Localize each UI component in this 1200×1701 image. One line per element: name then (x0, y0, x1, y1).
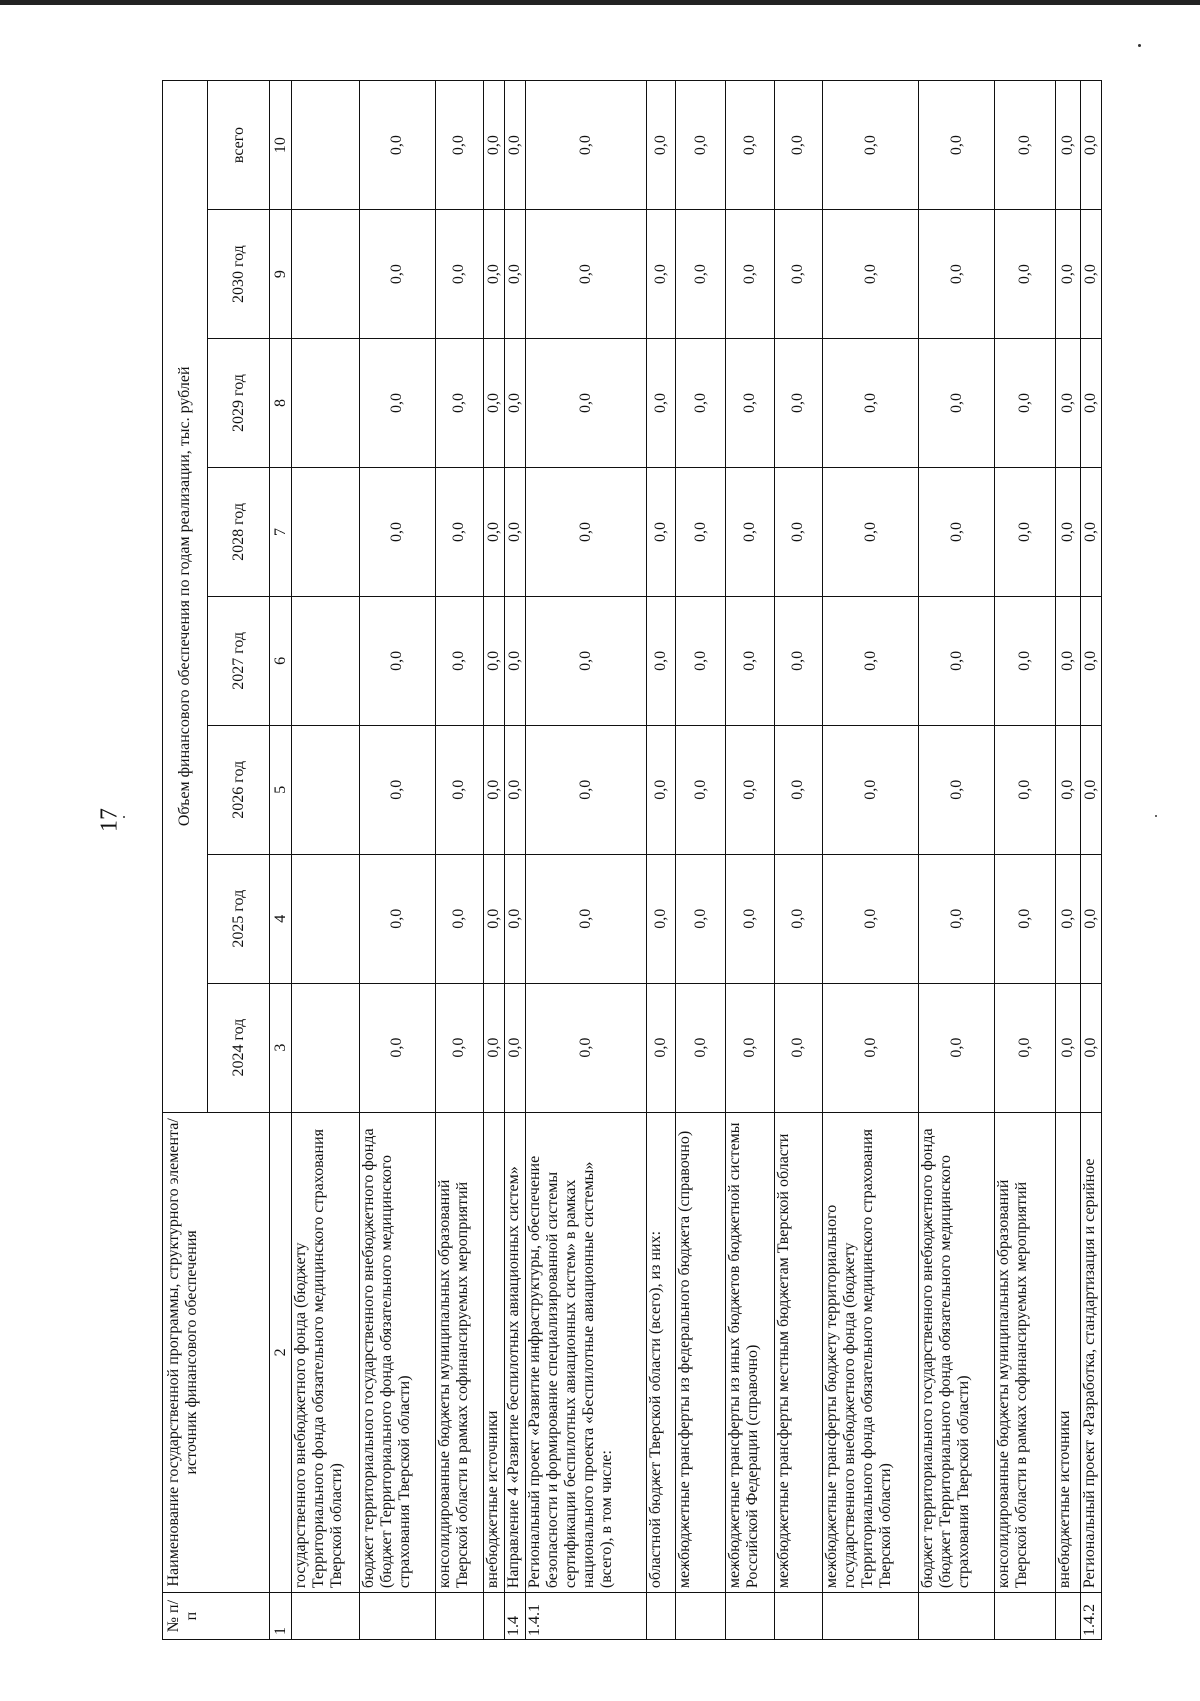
row-total-value: 0,0 (435, 81, 483, 210)
row-number (646, 1593, 675, 1640)
row-year-value: 0,0 (726, 596, 774, 725)
col-number: 6 (270, 596, 292, 725)
row-year-value: 0,0 (994, 339, 1055, 468)
row-year-value: 0,0 (646, 467, 675, 596)
table-row (525, 81, 646, 1640)
row-total-value: 0,0 (919, 81, 995, 210)
row-year-value: 0,0 (646, 596, 675, 725)
row-year-value: 0,0 (675, 210, 725, 339)
row-number (726, 1593, 774, 1640)
header-year: 2028 год (208, 467, 270, 596)
table-row (483, 81, 504, 1640)
row-year-value: 0,0 (994, 596, 1055, 725)
row-year-value: 0,0 (822, 854, 919, 983)
row-year-value: 0,0 (1080, 983, 1101, 1112)
row-year-value: 0,0 (483, 339, 504, 468)
table-row (646, 81, 675, 1640)
row-year-value: 0,0 (774, 725, 822, 854)
row-year-value: 0,0 (483, 467, 504, 596)
row-year-value: 0,0 (435, 467, 483, 596)
col-number: 2 (270, 1112, 292, 1593)
row-year-value: 0,0 (435, 854, 483, 983)
row-year-value: 0,0 (1080, 725, 1101, 854)
row-year-value: 0,0 (726, 725, 774, 854)
header-year: 2024 год (208, 983, 270, 1112)
row-year-value (292, 725, 360, 854)
row-year-value: 0,0 (646, 339, 675, 468)
row-year-value: 0,0 (646, 854, 675, 983)
row-year-value: 0,0 (525, 210, 646, 339)
row-total-value: 0,0 (646, 81, 675, 210)
row-year-value: 0,0 (1055, 596, 1080, 725)
row-year-value: 0,0 (1080, 210, 1101, 339)
row-number (483, 1593, 504, 1640)
row-name: Направление 4 «Развитие беспилотных авиационных систем» (504, 1112, 525, 1593)
row-name: межбюджетные трансферты бюджету территориального государственного внебюджетного фонда (бюджету Территориального фонда обязательного медицинского страхования Тверской области) (822, 1112, 919, 1593)
col-number: 10 (270, 81, 292, 210)
row-name: Региональный проект «Разработка, стандартизация и серийное (1080, 1112, 1101, 1593)
row-year-value: 0,0 (525, 339, 646, 468)
row-year-value: 0,0 (1080, 339, 1101, 468)
header-year: 2025 год (208, 854, 270, 983)
row-year-value: 0,0 (774, 596, 822, 725)
row-year-value: 0,0 (646, 725, 675, 854)
row-year-value: 0,0 (504, 983, 525, 1112)
row-name: внебюджетные источники (1055, 1112, 1080, 1593)
row-year-value: 0,0 (726, 467, 774, 596)
row-year-value: 0,0 (435, 596, 483, 725)
table-row (726, 81, 774, 1640)
row-year-value: 0,0 (774, 983, 822, 1112)
header-year: 2030 год (208, 210, 270, 339)
rotated-table-container (162, 80, 1102, 1640)
row-year-value: 0,0 (774, 339, 822, 468)
header-no: № п/п (163, 1593, 270, 1640)
row-year-value: 0,0 (360, 467, 436, 596)
row-year-value: 0,0 (504, 339, 525, 468)
row-year-value: 0,0 (774, 467, 822, 596)
col-number: 8 (270, 339, 292, 468)
row-year-value: 0,0 (360, 596, 436, 725)
row-year-value: 0,0 (1055, 854, 1080, 983)
table-viewport (162, 80, 1102, 1640)
row-year-value: 0,0 (646, 983, 675, 1112)
row-year-value: 0,0 (774, 210, 822, 339)
table-row (994, 81, 1055, 1640)
row-year-value: 0,0 (525, 596, 646, 725)
row-number (435, 1593, 483, 1640)
row-year-value: 0,0 (675, 467, 725, 596)
row-year-value: 0,0 (646, 210, 675, 339)
row-number: 1.4 (504, 1593, 525, 1640)
row-name: консолидированные бюджеты муниципальных образований Тверской области в рамках софинансируемых мероприятий (435, 1112, 483, 1593)
row-year-value: 0,0 (483, 854, 504, 983)
table-row (675, 81, 725, 1640)
row-number: 1.4.1 (525, 1593, 646, 1640)
row-number (360, 1593, 436, 1640)
row-year-value: 0,0 (919, 467, 995, 596)
row-year-value (292, 983, 360, 1112)
row-year-value: 0,0 (675, 596, 725, 725)
row-year-value: 0,0 (483, 210, 504, 339)
row-year-value: 0,0 (504, 467, 525, 596)
table-row (822, 81, 919, 1640)
row-year-value: 0,0 (675, 339, 725, 468)
row-name: государственного внебюджетного фонда (бюджету Территориального фонда обязательного медицинского страхования Тверской области) (292, 1112, 360, 1593)
financing-table (162, 80, 1102, 1640)
row-name: межбюджетные трансферты местным бюджетам Тверской области (774, 1112, 822, 1593)
row-name: бюджет территориального государственного внебюджетного фонда (бюджет Территориального фонда обязательного медицинского страхования Тверской области) (360, 1112, 436, 1593)
row-year-value: 0,0 (1055, 983, 1080, 1112)
row-year-value: 0,0 (360, 725, 436, 854)
row-number (774, 1593, 822, 1640)
row-total-value: 0,0 (822, 81, 919, 210)
row-year-value: 0,0 (504, 725, 525, 854)
row-total-value (292, 81, 360, 210)
row-year-value (292, 854, 360, 983)
row-year-value: 0,0 (360, 210, 436, 339)
row-year-value: 0,0 (919, 854, 995, 983)
row-year-value: 0,0 (1055, 210, 1080, 339)
row-year-value: 0,0 (726, 983, 774, 1112)
table-row (504, 81, 525, 1640)
row-year-value: 0,0 (675, 725, 725, 854)
row-year-value: 0,0 (822, 725, 919, 854)
scan-speck (1155, 815, 1157, 817)
scan-speck (1138, 44, 1141, 47)
row-year-value: 0,0 (919, 210, 995, 339)
row-year-value: 0,0 (525, 983, 646, 1112)
row-year-value: 0,0 (504, 596, 525, 725)
row-total-value: 0,0 (1055, 81, 1080, 210)
row-year-value: 0,0 (675, 983, 725, 1112)
row-year-value: 0,0 (435, 210, 483, 339)
col-number: 3 (270, 983, 292, 1112)
row-year-value: 0,0 (774, 854, 822, 983)
row-year-value: 0,0 (919, 983, 995, 1112)
table-row (292, 81, 360, 1640)
row-name: консолидированные бюджеты муниципальных образований Тверской области в рамках софинансируемых мероприятий (994, 1112, 1055, 1593)
row-year-value: 0,0 (994, 983, 1055, 1112)
col-number: 1 (270, 1593, 292, 1640)
col-number: 9 (270, 210, 292, 339)
row-year-value: 0,0 (919, 339, 995, 468)
row-year-value: 0,0 (1080, 596, 1101, 725)
row-year-value: 0,0 (994, 854, 1055, 983)
row-year-value: 0,0 (1055, 725, 1080, 854)
row-total-value: 0,0 (1080, 81, 1101, 210)
table-body (292, 81, 1102, 1640)
row-year-value (292, 467, 360, 596)
row-year-value: 0,0 (675, 854, 725, 983)
row-year-value: 0,0 (483, 596, 504, 725)
table-row (1080, 81, 1101, 1640)
row-year-value: 0,0 (822, 210, 919, 339)
row-name: областной бюджет Тверской области (всего), из них: (646, 1112, 675, 1593)
row-year-value: 0,0 (822, 983, 919, 1112)
row-name: Региональный проект «Развитие инфраструктуры, обеспечение безопасности и формирование специализированной системы сертификации беспилотных авиационных систем» в рамках национального проекта «Беспилотные авиационные системы» (всего), в том числе: (525, 1112, 646, 1593)
row-year-value: 0,0 (822, 467, 919, 596)
row-year-value: 0,0 (360, 854, 436, 983)
header-year: 2027 год (208, 596, 270, 725)
header-row-col-numbers (270, 81, 292, 1640)
row-year-value: 0,0 (504, 210, 525, 339)
header-year: 2029 год (208, 339, 270, 468)
row-year-value: 0,0 (822, 596, 919, 725)
scan-top-edge (0, 0, 1200, 5)
row-year-value (292, 596, 360, 725)
row-name: межбюджетные трансферты из федерального бюджета (справочно) (675, 1112, 725, 1593)
row-name: внебюджетные источники (483, 1112, 504, 1593)
row-total-value: 0,0 (360, 81, 436, 210)
row-number (919, 1593, 995, 1640)
row-total-value: 0,0 (774, 81, 822, 210)
table-row (919, 81, 995, 1640)
table-row (1055, 81, 1080, 1640)
row-number (994, 1593, 1055, 1640)
page-number: 17 (96, 808, 123, 832)
header-name: Наименование государственной программы, структурного элемента/источник финансового обеспечения (163, 1112, 270, 1593)
header-total: всего (208, 81, 270, 210)
row-total-value: 0,0 (994, 81, 1055, 210)
col-number: 4 (270, 854, 292, 983)
row-total-value: 0,0 (525, 81, 646, 210)
row-year-value: 0,0 (483, 983, 504, 1112)
row-year-value: 0,0 (525, 725, 646, 854)
col-number: 7 (270, 467, 292, 596)
row-year-value: 0,0 (994, 467, 1055, 596)
table-row (774, 81, 822, 1640)
row-year-value: 0,0 (919, 596, 995, 725)
row-year-value: 0,0 (504, 854, 525, 983)
row-number (822, 1593, 919, 1640)
row-year-value: 0,0 (1080, 467, 1101, 596)
row-year-value: 0,0 (919, 725, 995, 854)
row-year-value: 0,0 (1055, 339, 1080, 468)
row-year-value: 0,0 (726, 210, 774, 339)
row-number (675, 1593, 725, 1640)
row-number (292, 1593, 360, 1640)
header-row-top (163, 81, 208, 1640)
row-year-value: 0,0 (525, 467, 646, 596)
col-number: 5 (270, 725, 292, 854)
row-year-value: 0,0 (726, 854, 774, 983)
table-row (360, 81, 436, 1640)
row-year-value: 0,0 (525, 854, 646, 983)
row-year-value: 0,0 (483, 725, 504, 854)
row-year-value: 0,0 (994, 210, 1055, 339)
row-year-value (292, 210, 360, 339)
row-year-value: 0,0 (994, 725, 1055, 854)
row-total-value: 0,0 (504, 81, 525, 210)
row-number: 1.4.2 (1080, 1593, 1101, 1640)
row-year-value: 0,0 (435, 983, 483, 1112)
row-year-value: 0,0 (360, 339, 436, 468)
row-year-value (292, 339, 360, 468)
row-year-value: 0,0 (1080, 854, 1101, 983)
scan-speck (123, 816, 125, 818)
row-year-value: 0,0 (435, 339, 483, 468)
header-volume: Объем финансового обеспечения по годам реализации, тыс. рублей (163, 81, 208, 1113)
row-number (1055, 1593, 1080, 1640)
row-year-value: 0,0 (1055, 467, 1080, 596)
header-year: 2026 год (208, 725, 270, 854)
row-name: межбюджетные трансферты из иных бюджетов бюджетной системы Российской Федерации (справочно) (726, 1112, 774, 1593)
row-year-value: 0,0 (435, 725, 483, 854)
row-year-value: 0,0 (726, 339, 774, 468)
row-year-value: 0,0 (360, 983, 436, 1112)
row-total-value: 0,0 (483, 81, 504, 210)
row-total-value: 0,0 (675, 81, 725, 210)
row-year-value: 0,0 (822, 339, 919, 468)
table-row (435, 81, 483, 1640)
row-name: бюджет территориального государственного внебюджетного фонда (бюджет Территориального фонда обязательного медицинского страхования Тверской области) (919, 1112, 995, 1593)
row-total-value: 0,0 (726, 81, 774, 210)
